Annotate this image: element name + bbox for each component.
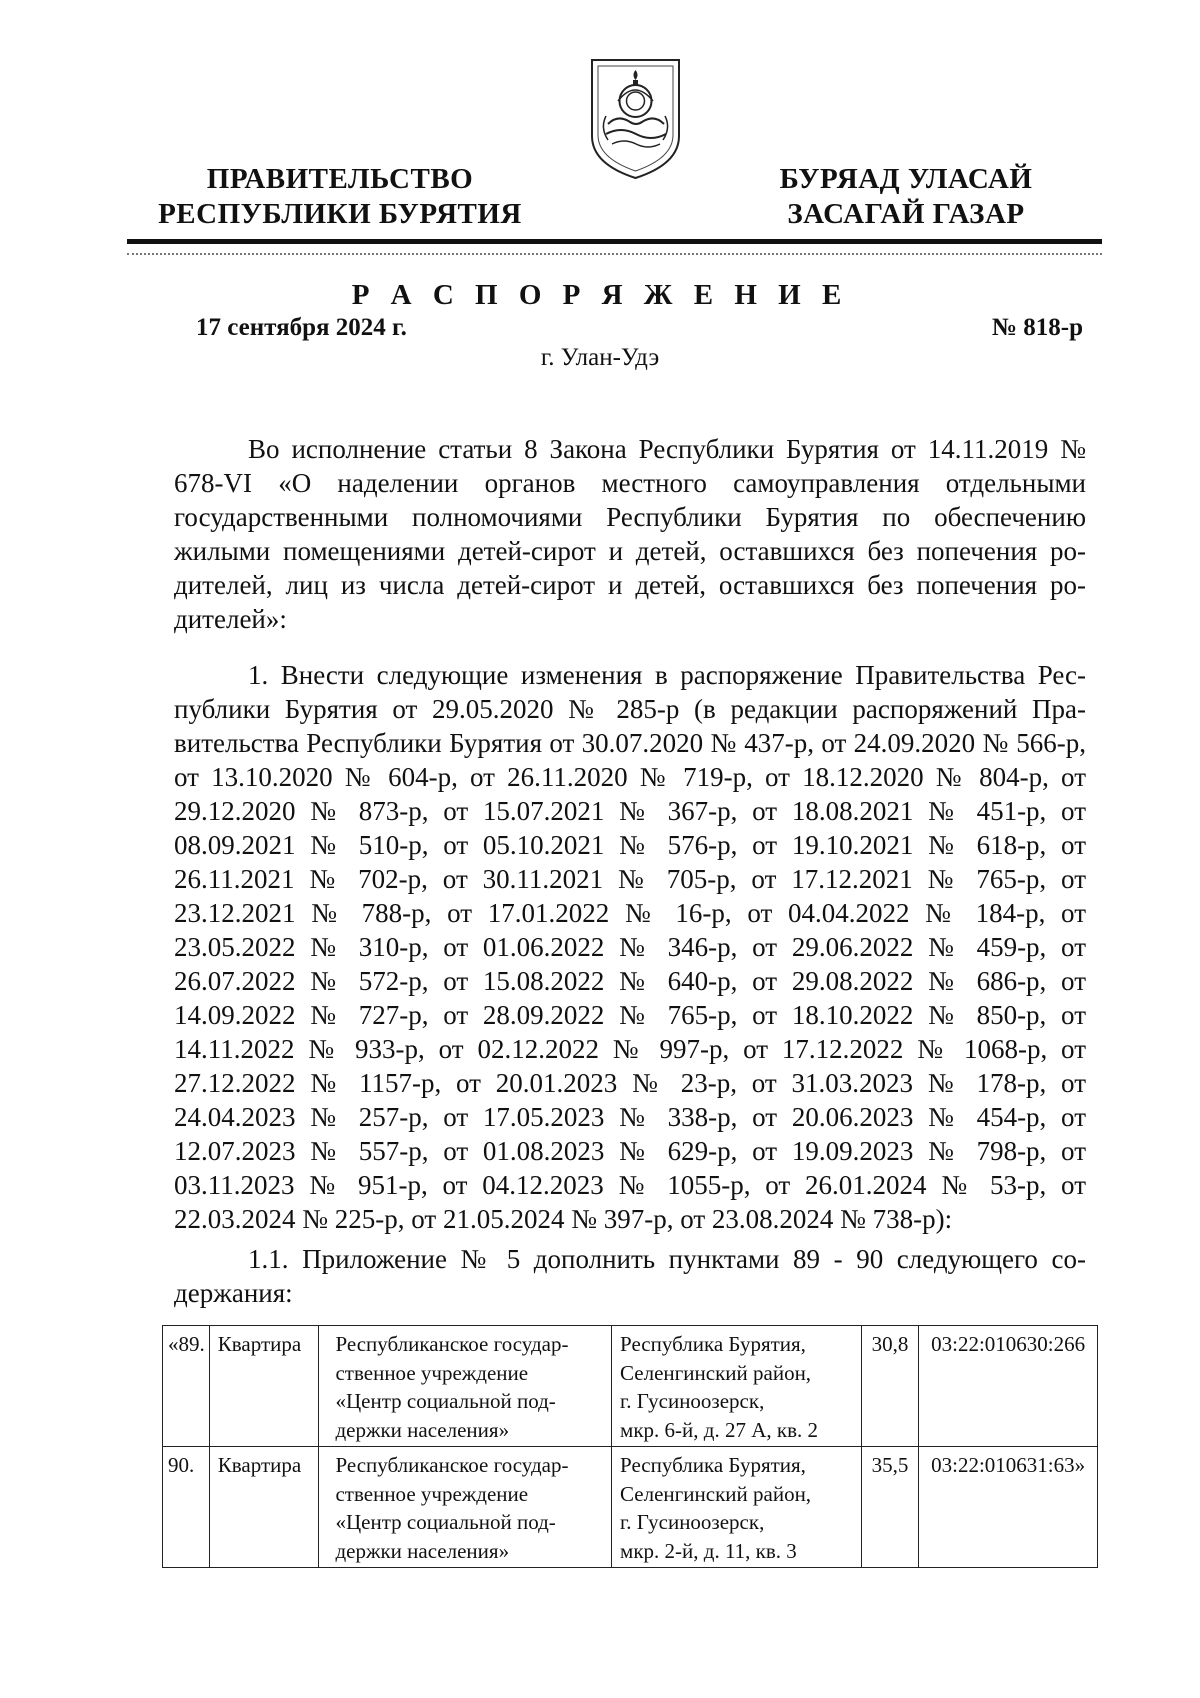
organization-line: ственное учреждение [335,1360,529,1385]
address-line: Селенгинский район, [620,1360,812,1385]
preamble-paragraph [174,432,1086,636]
cell-organization [319,1326,612,1447]
cell-address [612,1326,862,1447]
government-name-buryat-line-1: БУРЯАД УЛАСАЙ [779,163,1033,195]
item-1-1-text: 1.1. Приложение № 5 дополнить пунктами 89 - 90 следующего содержания: [174,1244,1086,1308]
header-divider [127,239,1102,244]
item-1-text: 1. Внести следующие изменения в распоряжение Правительства Республики Бурятия от 29.05.2020 № 285-р (в редакции распоряжений Правительства Республики Бурятия от 30.07.2020 № 437-р, от 24.09.2020 № 566-р, от 13.10.2020 № 604-р, от 26.11.2020 № 719-р, от 18.12.2020 № 804-р, от 29.12.2020 № 873-р, от 15.07.2021 № 367-р, от 18.08.2021 № 451-р, от 08.09.2021 № 510-р, от 05.10.2021 № 576-р, от 19.10.2021 № 618-р, от 26.11.2021 № 702-р, от 30.11.2021 № 705-р, от 17.12.2021 № 765-р, от 23.12.2021 № 788-р, от 17.01.2022 № 16-р, от 04.04.2022 № 184-р, от 23.05.2022 № 310-р, от 01.06.2022 № 346-р, от 29.06.2022 № 459-р, от 26.07.2022 № 572-р, от 15.08.2022 № 640-р, от 29.08.2022 № 686-р, от 14.09.2022 № 727-р, от 28.09.2022 № 765-р, от 18.10.2022 № 850-р, от 14.11.2022 № 933-р, от 02.12.2022 № 997-р, от 17.12.2022 № 1068-р, от 27.12.2022 № 1157-р, от 20.01.2023 № 23-р, от 31.03.2023 № 178-р, от 24.04.2023 № 257-р, от 17.05.2023 № 338-р, от 20.06.2023 № 454-р, от 12.07.2023 № 557-р, от 01.08.2023 № 629-р, от 19.09.2023 № 798-р, от 03.11.2023 № 951-р, от 04.12.2023 № 1055-р, от 26.01.2024 № 53-р, от 22.03.2024 № 225-р, от 21.05.2024 № 397-р, от 23.08.2024 № 738-р): [174,660,1086,1234]
organization-line: ственное учреждение [335,1481,529,1506]
address-line: г. Гусиноозерск, [620,1389,765,1413]
government-name-buryat-line-2: ЗАСАГАЙ ГАЗАР [787,198,1025,230]
cell-type: Квартира [209,1447,319,1568]
address-line: мкр. 6-й, д. 27 А, кв. 2 [620,1417,818,1442]
property-table [162,1325,1098,1568]
cell-area: 35,5 [861,1447,918,1568]
cell-area: 30,8 [861,1326,918,1447]
table-row [163,1326,1098,1447]
cell-cadastral-number: 03:22:010630:266 [919,1326,1098,1447]
organization-line: Республиканское государ- [335,1332,569,1356]
document-type: Р А С П О Р Я Ж Е Н И Е [351,279,849,311]
header-dotted-divider [127,253,1102,255]
cell-number: «89. [163,1326,210,1447]
cell-cadastral-number: 03:22:010631:63» [919,1447,1098,1568]
document-city: г. Улан-Удэ [540,344,660,371]
address-line: Республика Бурятия, [620,1453,806,1477]
organization-line: «Центр социальной под- [335,1510,556,1534]
address-line: мкр. 2-й, д. 11, кв. 3 [620,1538,797,1563]
item-1-paragraph [174,658,1086,1236]
organization-line: «Центр социальной под- [335,1389,556,1413]
organization-line: Республиканское государ- [335,1453,569,1477]
coat-of-arms-icon [588,56,683,180]
address-line: Селенгинский район, [620,1481,812,1506]
cell-organization [319,1447,612,1568]
address-line: Республика Бурятия, [620,1332,806,1356]
cell-number: 90. [163,1447,210,1568]
government-name-russian [140,162,540,232]
cell-type: Квартира [209,1326,319,1447]
document-date: 17 сентября 2024 г. [196,314,407,341]
organization-line: держки населения» [335,1417,510,1442]
item-1-1-paragraph [174,1242,1086,1310]
document-number: № 818-р [991,314,1083,341]
government-name-line-2: РЕСПУБЛИКИ БУРЯТИЯ [158,198,522,230]
table-row [163,1447,1098,1568]
preamble-text: Во исполнение статьи 8 Закона Республики Бурятия от 14.11.2019 № 678-VI «О наделении органов местного самоуправления отдельными государственными полномочиями Республики Бурятия по обеспечению жилыми помещениями детей-сирот и детей, оставшихся без попечения родителей, лиц из числа детей-сирот и детей, оставшихся без попечения родителей»: [174,434,1086,634]
address-line: г. Гусиноозерск, [620,1510,765,1534]
cell-address [612,1447,862,1568]
government-name-line-1: ПРАВИТЕЛЬСТВО [206,163,474,195]
organization-line: держки населения» [335,1538,510,1563]
government-name-buryat [746,162,1066,232]
